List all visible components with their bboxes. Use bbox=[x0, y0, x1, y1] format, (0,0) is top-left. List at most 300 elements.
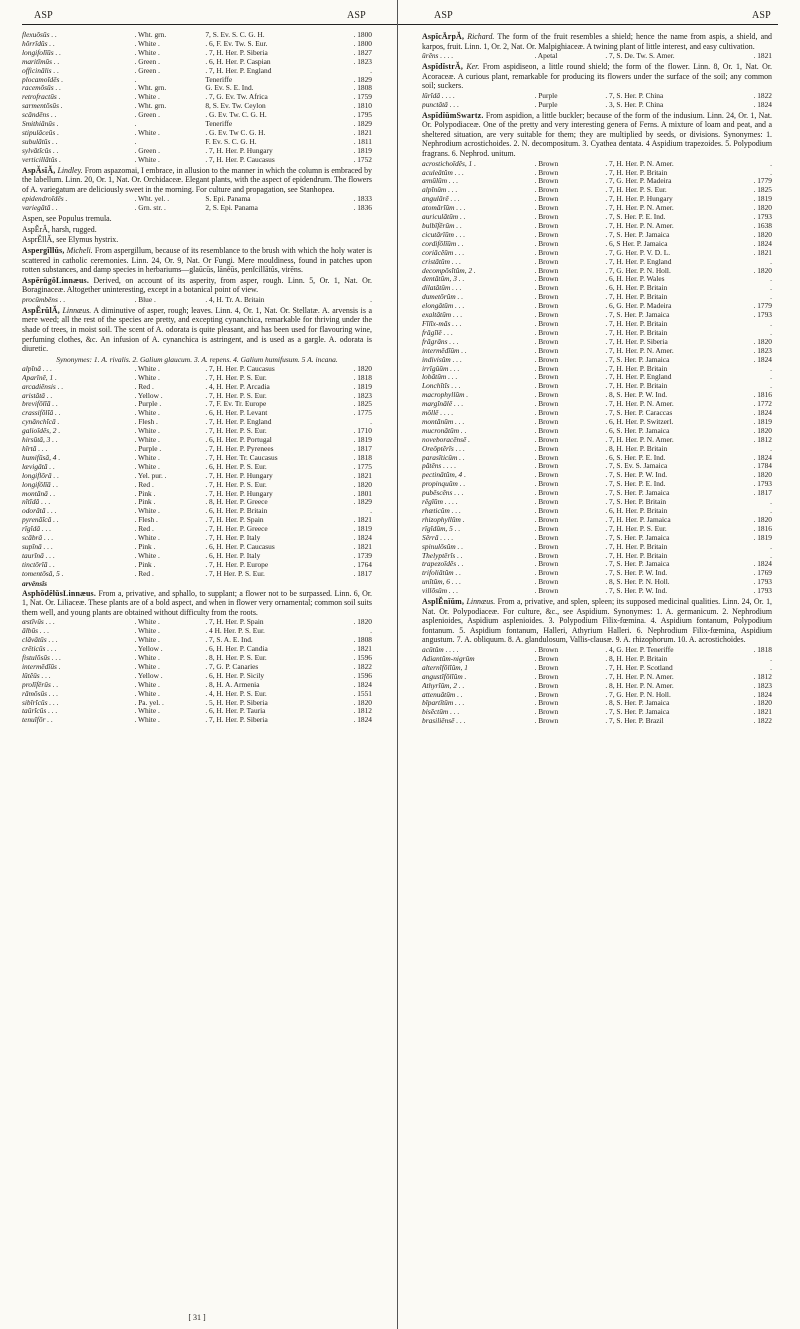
species-row bbox=[422, 471, 772, 480]
habit-origin: . 7, H. Her. P. Britain bbox=[605, 168, 668, 177]
year-introduced: . bbox=[770, 257, 772, 266]
habit-origin: . 7, H. Her. P. N. Amer. bbox=[605, 346, 674, 355]
species-row bbox=[422, 480, 772, 489]
year-introduced: . 1824 bbox=[353, 534, 372, 543]
header-left-guide-2: ASP bbox=[347, 10, 366, 21]
species-row bbox=[422, 507, 772, 516]
species-name: angustĭfōlĭŭm . bbox=[422, 672, 467, 681]
flower-colour: . Yellow . bbox=[134, 391, 163, 400]
species-row bbox=[422, 587, 772, 596]
species-name: scābrā . . . bbox=[22, 534, 54, 543]
year-introduced: . 1820 bbox=[353, 698, 372, 707]
flower-colour: . Brown bbox=[534, 480, 559, 489]
species-row bbox=[422, 560, 772, 569]
flower-colour: . White . bbox=[134, 128, 160, 137]
species-name: Adiantŭm-nigrŭm bbox=[422, 654, 475, 663]
species-row bbox=[22, 445, 372, 454]
species-row bbox=[422, 52, 772, 61]
species-name: rāmōsūs . . . bbox=[22, 689, 59, 698]
species-name: longifolĭūs . . bbox=[22, 48, 62, 57]
flower-colour: . Brown bbox=[534, 266, 559, 275]
year-introduced: . 1819 bbox=[353, 436, 372, 445]
habit-origin: . 7, H. Her. P. England bbox=[605, 257, 672, 266]
species-row bbox=[422, 382, 772, 391]
species-row bbox=[22, 490, 372, 499]
species-row bbox=[22, 392, 372, 401]
habit-origin: . 7, H Her. P. S. Eur. bbox=[205, 569, 265, 578]
year-introduced: . 1596 bbox=[353, 653, 372, 662]
species-name: rhizophyllŭm . bbox=[422, 515, 465, 524]
species-name: ūrēns . . . . bbox=[422, 52, 454, 61]
species-row bbox=[22, 409, 372, 418]
species-row bbox=[22, 102, 372, 111]
year-introduced: . 1793 bbox=[753, 311, 772, 320]
species-row bbox=[22, 690, 372, 699]
flower-colour: . Brown bbox=[534, 507, 559, 515]
species-name: lævigātā . . bbox=[22, 462, 55, 471]
species-table bbox=[22, 618, 372, 725]
flower-colour: . Pink . bbox=[134, 498, 156, 507]
habit-origin: . 7, H. Her. P. S. Eur. bbox=[205, 391, 267, 400]
year-introduced: . 1833 bbox=[353, 195, 372, 204]
species-row bbox=[422, 717, 772, 726]
year-introduced: . 1795 bbox=[353, 111, 372, 120]
species-row bbox=[422, 356, 772, 365]
year-introduced: . 1812 bbox=[753, 672, 772, 681]
species-row bbox=[422, 552, 772, 561]
running-header bbox=[22, 5, 778, 25]
flower-colour: . Brown bbox=[534, 302, 559, 311]
year-introduced: . bbox=[770, 507, 772, 515]
habit-origin: . 7, H. Her. P. Europe bbox=[205, 560, 269, 569]
species-name: punctātā . . . bbox=[422, 100, 459, 109]
year-introduced: . 1819 bbox=[353, 146, 372, 155]
species-name: coriācĕŭm . . . bbox=[422, 248, 465, 257]
habit-origin: . 7, H. Her. P. Caucasus bbox=[205, 155, 275, 164]
habit-origin: . 7, G. Ev. Tw. Africa bbox=[205, 93, 268, 102]
year-introduced: . 1821 bbox=[353, 471, 372, 480]
species-row bbox=[422, 516, 772, 525]
habit-origin: . G. Ev. Tw. C. G. H. bbox=[205, 111, 267, 120]
species-row bbox=[22, 365, 372, 374]
habit-origin: . 6, H. Her. P. Italy bbox=[205, 551, 261, 560]
species-name: humifūsā, 4 . bbox=[22, 453, 61, 462]
flower-colour: . White . bbox=[134, 716, 160, 725]
species-name: odorātā . . . bbox=[22, 507, 57, 516]
habit-origin: . 5, H. Her. P. Siberia bbox=[205, 698, 268, 707]
species-row bbox=[422, 489, 772, 498]
year-introduced: . 1836 bbox=[353, 204, 372, 213]
year-introduced: . bbox=[770, 284, 772, 293]
flower-colour: . Brown bbox=[534, 717, 559, 726]
species-name: prolĭfĕrūs . . bbox=[22, 680, 59, 689]
flower-colour: . Purple bbox=[534, 91, 558, 100]
habit-origin: . 6, H. Her. P. Caspian bbox=[205, 57, 271, 66]
species-row bbox=[422, 534, 772, 543]
year-introduced: . 1800 bbox=[353, 39, 372, 48]
species-row bbox=[422, 569, 772, 578]
species-name: brasiliēnsē . . . bbox=[422, 717, 466, 726]
species-row bbox=[422, 267, 772, 276]
species-table bbox=[422, 160, 772, 596]
species-row bbox=[22, 463, 372, 472]
species-row bbox=[422, 418, 772, 427]
year-introduced: . 1793 bbox=[753, 587, 772, 596]
year-introduced: . 1821 bbox=[353, 516, 372, 525]
flower-colour: . Purple . bbox=[134, 400, 162, 409]
habit-origin: . 7, S. De. Tw. S. Amer. bbox=[605, 52, 675, 61]
flower-colour: . Brown bbox=[534, 239, 559, 248]
habit-origin: . 7, H. Her. P. Spain bbox=[205, 618, 264, 627]
species-row bbox=[422, 373, 772, 382]
habit-origin: . 7, S. A. E. Ind. bbox=[205, 636, 253, 645]
species-row bbox=[22, 84, 372, 93]
year-introduced: . 1793 bbox=[753, 480, 772, 489]
year-introduced: . 1808 bbox=[353, 636, 372, 645]
flower-colour: . Brown bbox=[534, 654, 559, 663]
species-row bbox=[422, 213, 772, 222]
flower-colour: . Brown bbox=[534, 328, 559, 337]
synonyms-line: Synonymes: 1. A. rivalis. 2. Galium glaucum. 3. A. repens. 4. Galium humifusum. 5 A. incana. bbox=[56, 354, 338, 364]
species-name: racemōsūs . . bbox=[22, 84, 62, 93]
habit-origin: . 7, H. Her. P. Caucasus bbox=[205, 364, 275, 373]
year-introduced: . bbox=[770, 542, 772, 551]
year-introduced: . bbox=[370, 507, 372, 516]
species-name: rēgĭŭm . . . . bbox=[422, 498, 458, 507]
species-row bbox=[422, 664, 772, 673]
species-row bbox=[22, 93, 372, 102]
species-name: plocamoīdēs . bbox=[22, 75, 64, 84]
habit-origin: S. Epi. Panama bbox=[205, 195, 251, 204]
species-row bbox=[422, 543, 772, 552]
species-row bbox=[22, 427, 372, 436]
species-row bbox=[22, 147, 372, 156]
flower-colour: . Brown bbox=[534, 533, 559, 542]
habit-origin: . 7, H. Her. P. Hungary bbox=[205, 471, 273, 480]
species-name: intermĕdĭūs . bbox=[22, 662, 61, 671]
genus-entry-asphodelus: AsphŏdĕlŭsLinnæus. From a, privative, and sphallo, to supplant; a flower not to be surpassed. Linn. 6, Or. 1, Nat. Or. Liliaceæ. These plants are of a bold aspect, and when in flower very ornamental; common soil suits them well, and young plants are obtained without difficulty from the roots. bbox=[22, 588, 372, 617]
species-row bbox=[22, 472, 372, 481]
flower-colour: . White . bbox=[134, 436, 160, 445]
species-row bbox=[22, 561, 372, 570]
species-name: Athyrĭŭm, 2 . . bbox=[422, 681, 465, 690]
year-introduced: . bbox=[770, 382, 772, 391]
species-name: taūrĭcūs . . . bbox=[22, 707, 58, 716]
species-table bbox=[422, 92, 772, 110]
species-name: maritĭmūs . . bbox=[22, 57, 60, 66]
flower-colour: . Brown bbox=[534, 646, 559, 655]
habit-origin: . 6, S. Her. P. E. Ind. bbox=[605, 453, 666, 462]
species-table bbox=[422, 646, 772, 726]
habit-origin: . 7, H. Her. P. S. Eur. bbox=[605, 524, 667, 533]
year-introduced: . 1820 bbox=[753, 515, 772, 524]
species-row bbox=[22, 645, 372, 654]
flower-colour: . Brown bbox=[534, 708, 559, 717]
species-name: bĭpartītŭm . . . bbox=[422, 699, 465, 708]
year-introduced: . 1823 bbox=[753, 346, 772, 355]
year-introduced: . 1817 bbox=[753, 489, 772, 498]
species-name: hŏrrĭdŭs . . bbox=[22, 39, 55, 48]
flower-colour: . Brown bbox=[534, 248, 559, 257]
flower-colour: . Brown bbox=[534, 690, 559, 699]
year-introduced: . 1816 bbox=[753, 391, 772, 400]
species-name: verticillātŭs . bbox=[22, 155, 61, 164]
species-name: atomārĭŭm . . . bbox=[422, 204, 466, 213]
year-introduced: . 1822 bbox=[753, 717, 772, 726]
habit-origin: . 7, H. Her. P. Hungary bbox=[605, 195, 673, 204]
flower-colour: . Brown bbox=[534, 663, 559, 672]
species-row bbox=[422, 391, 772, 400]
species-name: pubēscēns . . . bbox=[422, 489, 464, 498]
species-row bbox=[22, 156, 372, 165]
habit-origin: . 7, S. Ev. S. Jamaica bbox=[605, 462, 668, 471]
habit-origin: . 8, H. Her. P. Britain bbox=[605, 654, 668, 663]
flower-colour: . Green . bbox=[134, 57, 160, 66]
habit-origin: . 7, S. Her. P. Jamaica bbox=[605, 560, 670, 569]
habit-origin: 7, S. Ev. S. C. G. H. bbox=[205, 31, 265, 39]
flower-colour: . bbox=[134, 75, 137, 84]
species-row bbox=[422, 525, 772, 534]
species-table bbox=[422, 52, 772, 61]
species-row bbox=[22, 663, 372, 672]
flower-colour: . Brown bbox=[534, 204, 559, 213]
year-introduced: . 1820 bbox=[753, 426, 772, 435]
species-row bbox=[422, 258, 772, 267]
species-row bbox=[422, 708, 772, 717]
habit-origin: . 7, H. Her. P. Greece bbox=[205, 525, 268, 534]
species-name: procŭmbēns . . bbox=[22, 295, 66, 304]
year-introduced: . bbox=[770, 168, 772, 177]
species-name: frāgrāns . . . bbox=[422, 337, 459, 346]
flower-colour: . Brown bbox=[534, 319, 559, 328]
right-column bbox=[422, 31, 772, 726]
genus-entry-aspidistra: AspĭdĭstrĂ, Ker. From aspidiseon, a little round shield; the form of the flower. Linn. 8, Or. 1, Nat. Or. Acoraceæ. A curious plant, remarkable for producing its flowers under the surface of the soil; any common soil; suckers. bbox=[422, 62, 772, 91]
species-name: tinctōrĭā . . bbox=[22, 560, 55, 569]
species-name: scăndēns . . bbox=[22, 111, 57, 120]
species-name: alpīnŭm . . . bbox=[422, 186, 458, 195]
habit-origin: . 7, S. Her. P. China bbox=[605, 91, 664, 100]
species-name: lūrĭdā . . . . bbox=[422, 91, 455, 100]
habit-origin: . 8, S. Her. P. Jamaica bbox=[605, 699, 670, 708]
year-introduced: . 1752 bbox=[353, 155, 372, 164]
species-name: indivisŭm . . . bbox=[422, 355, 462, 364]
habit-origin: . 7, S. Her. P. Jamaica bbox=[605, 355, 670, 364]
flower-colour: . Purple . bbox=[134, 444, 162, 453]
habit-origin: . 6, F. Ev. Tw. S. Eur. bbox=[205, 39, 268, 48]
flower-colour: . Brown bbox=[534, 587, 559, 596]
habit-origin: . 8, H. Her. P. N. Amer. bbox=[605, 681, 674, 690]
species-name: Smithiānŭs . bbox=[22, 120, 59, 129]
flower-colour: . Pink . bbox=[134, 542, 156, 551]
flower-colour: . Brown bbox=[534, 489, 559, 498]
species-row bbox=[422, 195, 772, 204]
habit-origin: . 7, S. Her. P. Caraccas bbox=[605, 409, 673, 418]
year-introduced: . 1824 bbox=[753, 355, 772, 364]
habit-origin: . 3, S. Her. P. China bbox=[605, 100, 664, 109]
species-row bbox=[22, 672, 372, 681]
habit-origin: . 6, H. Her. P. Britain bbox=[605, 284, 668, 293]
species-row bbox=[22, 40, 372, 49]
flower-colour: . Brown bbox=[534, 382, 559, 391]
flower-colour: . White . bbox=[134, 427, 160, 436]
year-introduced: . 1775 bbox=[353, 462, 372, 471]
habit-origin: . 7, H. Her. P. Britain bbox=[605, 293, 668, 302]
flower-colour: . White . bbox=[134, 627, 160, 636]
species-name: acrostichoīdēs, 1 . bbox=[422, 159, 476, 168]
species-name: arcadiēnsis . . bbox=[22, 382, 64, 391]
year-introduced: . 1821 bbox=[753, 248, 772, 257]
species-row bbox=[422, 240, 772, 249]
year-introduced: . 1818 bbox=[353, 373, 372, 382]
species-name: margĭnālē . . . bbox=[422, 400, 464, 409]
header-left-guide: ASP bbox=[34, 10, 53, 21]
species-name: dumetōrŭm . . bbox=[422, 293, 464, 302]
cross-ref-aspen: Aspen, see Populus tremula. bbox=[22, 214, 112, 224]
species-name: irrĭgŭŭm . . . bbox=[422, 364, 460, 373]
habit-origin: . 7, H. Her. P. N. Amer. bbox=[605, 400, 674, 409]
habit-origin: . 7, H. Her. P. Siberia bbox=[205, 716, 268, 725]
species-row bbox=[22, 120, 372, 129]
year-introduced: . 1811 bbox=[353, 137, 372, 146]
habit-origin: G. Ev. S. E. Ind. bbox=[205, 84, 254, 93]
species-row bbox=[22, 481, 372, 490]
species-name: Oreŏptĕrĭs . . . bbox=[422, 444, 465, 453]
year-introduced: . 1801 bbox=[353, 489, 372, 498]
species-name: longifōlĭā . . bbox=[22, 480, 59, 489]
year-introduced: . 1638 bbox=[753, 222, 772, 230]
habit-origin: . 8, S. Her. P. N. Holl. bbox=[605, 578, 670, 587]
flower-colour: . White . bbox=[134, 534, 160, 543]
flower-colour: . Green . bbox=[134, 146, 160, 155]
species-name: dilatātŭm . . . bbox=[422, 284, 462, 293]
flower-colour: . Brown bbox=[534, 524, 559, 533]
species-name: epidendroīdēs . bbox=[22, 195, 68, 204]
flower-colour: . Brown bbox=[534, 391, 559, 400]
habit-origin: . 6, H. Her. P. Britain bbox=[205, 507, 268, 516]
flower-colour: . White . bbox=[134, 636, 160, 645]
species-row bbox=[422, 186, 772, 195]
habit-origin: . 8, S. Her. P. W. Ind. bbox=[605, 391, 668, 400]
flower-colour: . Brown bbox=[534, 364, 559, 373]
species-row bbox=[422, 169, 772, 178]
habit-origin: . 7, S. Her. P. Jamaica bbox=[605, 311, 670, 320]
habit-origin: . 6, H. Her. P. Wales bbox=[605, 275, 665, 284]
species-row bbox=[22, 507, 372, 516]
habit-origin: . 7, S. Her. P. Jamaica bbox=[605, 708, 670, 717]
habit-origin: . 7, H. Her. P. Britain bbox=[605, 382, 668, 391]
species-name: officinālis . . bbox=[22, 66, 59, 75]
habit-origin: . 8, H. Her. P. S. Eur. bbox=[205, 653, 267, 662]
left-column bbox=[22, 31, 372, 725]
year-introduced: . 1824 bbox=[353, 680, 372, 689]
flower-colour: . Wht. grn. bbox=[134, 31, 167, 39]
year-introduced: . bbox=[370, 295, 372, 304]
habit-origin: . 8, H. Her. P. Greece bbox=[205, 498, 268, 507]
species-row bbox=[22, 418, 372, 427]
flower-colour: . Brown bbox=[534, 311, 559, 320]
species-row bbox=[422, 409, 772, 418]
flower-colour: . Brown bbox=[534, 444, 559, 453]
flower-colour: . White . bbox=[134, 48, 160, 57]
species-name: stipulāceūs . bbox=[22, 128, 59, 137]
year-introduced: . 1823 bbox=[353, 57, 372, 66]
flower-colour: . Pink . bbox=[134, 489, 156, 498]
habit-origin: . 7, H. Her. P. England bbox=[205, 418, 272, 427]
habit-origin: . 4, H. Tr. A. Britain bbox=[205, 295, 265, 304]
year-introduced: . 1823 bbox=[353, 391, 372, 400]
habit-origin: . 7, S. Her. P. Brazil bbox=[605, 717, 664, 726]
flower-colour: . Green . bbox=[134, 111, 160, 120]
species-table bbox=[22, 31, 372, 165]
species-name: variegātā . . bbox=[22, 204, 58, 213]
species-name: alternĭfōlĭŭm, 1 bbox=[422, 663, 468, 672]
year-introduced: . 1819 bbox=[353, 382, 372, 391]
flower-colour: . White . bbox=[134, 155, 160, 164]
flower-colour: . Brown bbox=[534, 213, 559, 222]
species-row bbox=[22, 31, 372, 40]
species-name: montānā . . bbox=[22, 489, 56, 498]
flower-colour: . Brown bbox=[534, 699, 559, 708]
species-row bbox=[422, 646, 772, 655]
species-row bbox=[22, 699, 372, 708]
species-name: montānŭm . . . bbox=[422, 417, 465, 426]
habit-origin: . 7, S. Her. P. E. Ind. bbox=[605, 213, 666, 222]
species-row bbox=[22, 400, 372, 409]
flower-colour: . Brown bbox=[534, 400, 559, 409]
year-introduced: . 1784 bbox=[753, 462, 772, 471]
species-row bbox=[22, 195, 372, 204]
species-row bbox=[22, 498, 372, 507]
habit-origin: . 6, H. Her. P. Levant bbox=[205, 409, 268, 418]
year-introduced: . bbox=[770, 275, 772, 284]
habit-origin: . 7, S. Her. P. Britain bbox=[605, 498, 667, 507]
year-introduced: . bbox=[770, 293, 772, 302]
year-introduced: . 1827 bbox=[353, 48, 372, 57]
species-name: nĭtĭdā . . . bbox=[22, 498, 51, 507]
flower-colour: . Brown bbox=[534, 186, 559, 195]
flower-colour: . Yellow . bbox=[134, 671, 163, 680]
species-row bbox=[22, 138, 372, 147]
flower-colour: . Brown bbox=[534, 471, 559, 480]
species-name: sibīrĭcūs . . . bbox=[22, 698, 59, 707]
species-name: Thelyptĕrĭs . . bbox=[422, 551, 463, 560]
year-introduced: . 1820 bbox=[753, 266, 772, 275]
flower-colour: . White . bbox=[134, 618, 160, 627]
species-name: Lonchītĭs . . . bbox=[422, 382, 461, 391]
species-name: cristātŭm . . . bbox=[422, 257, 462, 266]
habit-origin: . 7, H. Her. P. Siberia bbox=[605, 337, 668, 346]
year-introduced: . 1817 bbox=[353, 444, 372, 453]
year-introduced: . 1824 bbox=[753, 690, 772, 699]
flower-colour: . White . bbox=[134, 707, 160, 716]
year-introduced: . 1818 bbox=[353, 453, 372, 462]
year-introduced: . 1829 bbox=[353, 498, 372, 507]
year-introduced: . 1820 bbox=[753, 337, 772, 346]
species-name: macrophyllŭm . bbox=[422, 391, 469, 400]
flower-colour: . Brown bbox=[534, 453, 559, 462]
year-introduced: . bbox=[770, 328, 772, 337]
habit-origin: . 7, S. Her. P. Jamaica bbox=[605, 489, 670, 498]
species-name: taurīnā . . . bbox=[22, 551, 55, 560]
habit-origin: . 7, H. Her. P. S. Eur. bbox=[605, 186, 667, 195]
species-row bbox=[22, 570, 372, 579]
flower-colour: . Brown bbox=[534, 230, 559, 239]
species-row bbox=[422, 498, 772, 507]
year-introduced: . 1739 bbox=[353, 551, 372, 560]
species-name: villōsŭm . . . bbox=[422, 587, 459, 596]
species-row bbox=[422, 655, 772, 664]
year-introduced: . bbox=[770, 364, 772, 373]
